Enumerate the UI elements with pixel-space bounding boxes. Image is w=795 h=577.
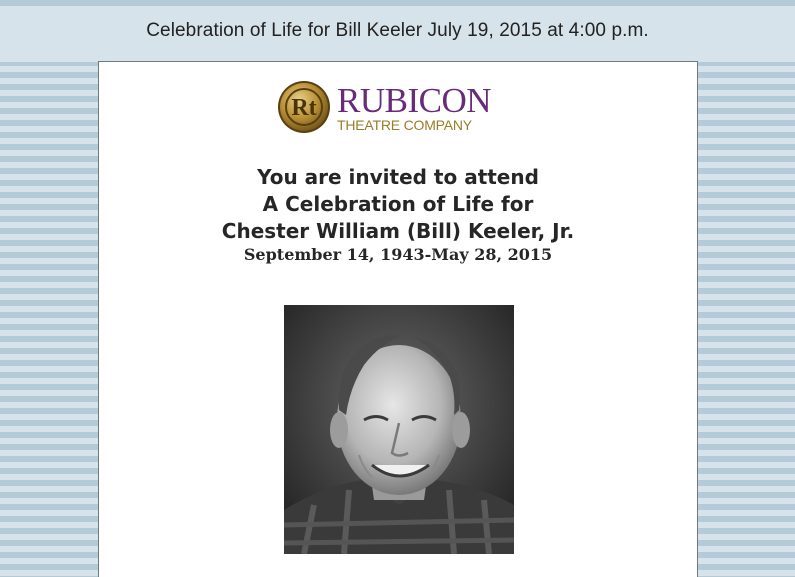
- portrait-image: [284, 305, 514, 554]
- email-card: [98, 61, 698, 577]
- portrait-photo: [284, 305, 514, 554]
- svg-text:Rt: Rt: [291, 95, 317, 121]
- logo-name: RUBICON: [337, 81, 492, 120]
- preheader-text: Celebration of Life for Bill Keeler July 19, 2015 at 4:00 p.m.: [146, 20, 649, 41]
- life-dates: September 14, 1943-May 28, 2015: [243, 245, 553, 264]
- honoree-name: Chester William (Bill) Keeler, Jr.: [221, 219, 575, 243]
- rubicon-emblem-icon: [277, 80, 331, 134]
- invite-line-1: You are invited to attend: [257, 165, 539, 189]
- logo-subtitle: THEATRE COMPANY: [337, 117, 472, 133]
- rubicon-logo[interactable]: [277, 80, 521, 138]
- invite-line-2: A Celebration of Life for: [262, 192, 534, 216]
